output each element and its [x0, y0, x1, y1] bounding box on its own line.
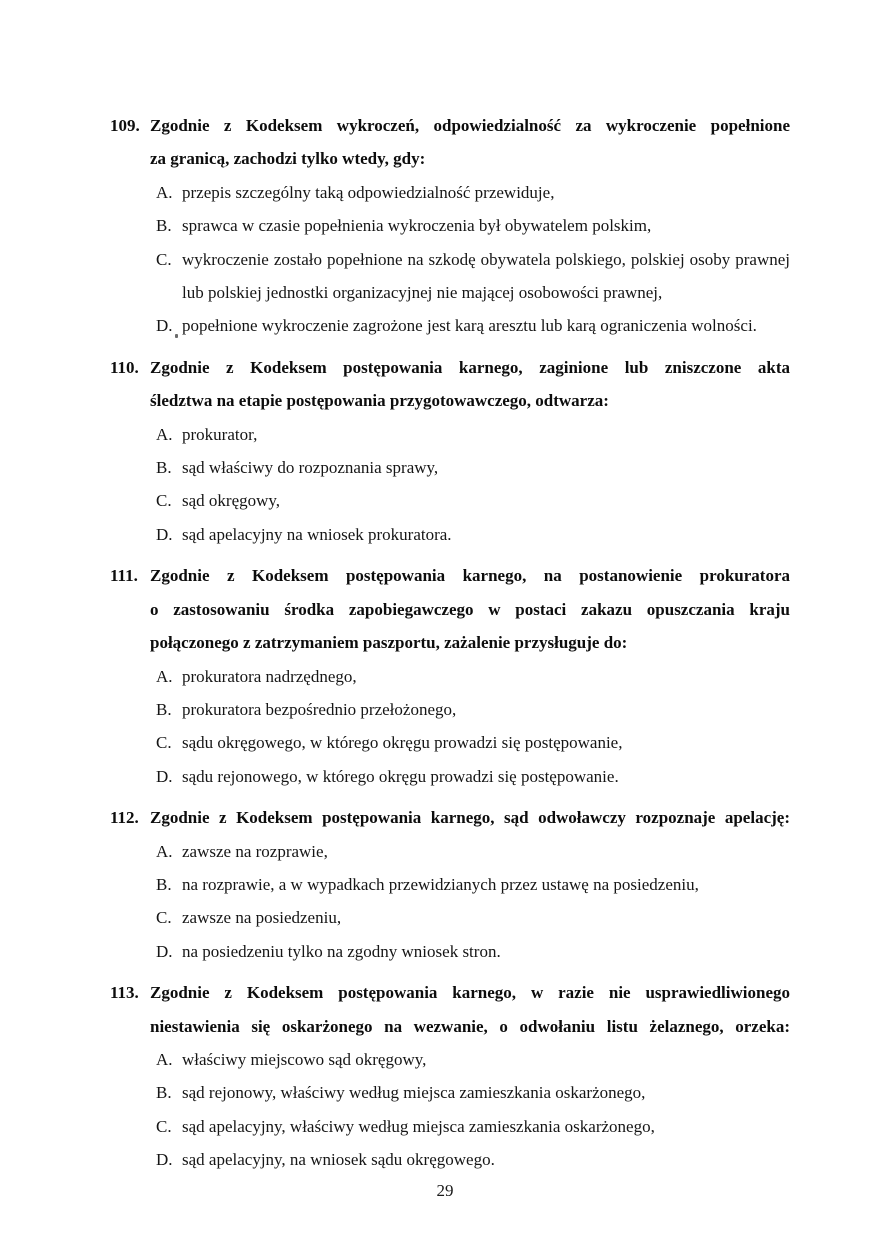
question-number: 112.: [110, 808, 139, 828]
question-number: 109.: [110, 116, 140, 135]
option-letter: B.: [156, 458, 172, 478]
option-text: na rozprawie, a w wypadkach przewidzianych przez ustawę na posiedzeniu,: [182, 874, 699, 894]
page-number: 29: [436, 1181, 454, 1200]
option-text: zawsze na rozprawie,: [182, 841, 328, 861]
question-heading-line: Zgodnie z Kodeksem postępowania karnego, w razie nie usprawiedliwionego: [150, 983, 790, 1003]
option-text: sąd apelacyjny, na wniosek sądu okręgowego.: [182, 1150, 495, 1170]
option-letter: B.: [156, 1083, 172, 1103]
option-letter: D.: [156, 316, 173, 336]
answer-option-c: [110, 1110, 790, 1143]
question-113: [110, 976, 790, 1176]
answer-option-b: [110, 868, 790, 901]
answer-option-a: [110, 418, 790, 451]
option-text: na posiedzeniu tylko na zgodny wniosek stron.: [182, 941, 501, 961]
question-heading-line: Zgodnie z Kodeksem postępowania karnego, sąd odwoławczy rozpoznaje apelację:: [150, 808, 790, 828]
option-text: przepis szczególny taką odpowiedzialność przewiduje,: [182, 182, 555, 202]
answer-option-a: [110, 176, 790, 209]
question-heading-line: o zastosowaniu środka zapobiegawczego w postaci zakazu opuszczania kraju: [150, 599, 790, 619]
question-heading-line: Zgodnie z Kodeksem postępowania karnego, na postanowienie prokuratora: [150, 566, 790, 586]
question-heading: [110, 801, 790, 834]
option-letter: D.: [156, 766, 173, 786]
question-heading: [110, 976, 790, 1043]
answer-option-d: [110, 1143, 790, 1176]
option-text: zawsze na posiedzeniu,: [182, 908, 342, 928]
option-letter: C.: [156, 733, 172, 753]
option-letter: D.: [156, 524, 173, 544]
question-heading-line: Zgodnie z Kodeksem postępowania karnego, zaginione lub zniszczone akta: [150, 357, 790, 377]
answer-option-b: [110, 1076, 790, 1109]
option-letter: B.: [156, 874, 172, 894]
answer-option-a: [110, 1043, 790, 1076]
option-text: prokurator,: [182, 424, 258, 444]
option-letter: B.: [156, 699, 172, 719]
question-heading: [110, 559, 790, 659]
answer-option-d: [110, 518, 790, 551]
answer-option-c: [110, 726, 790, 759]
option-text: popełnione wykroczenie zagrożone jest karą aresztu lub karą ograniczenia wolności.: [182, 316, 757, 336]
answer-option-d: [110, 309, 790, 342]
option-text: sąd okręgowy,: [182, 491, 281, 511]
option-letter: C.: [156, 491, 172, 511]
option-text: właściwy miejscowo sąd okręgowy,: [182, 1049, 427, 1069]
question-112: [110, 801, 790, 968]
option-text: sądu rejonowego, w którego okręgu prowadzi się postępowanie.: [182, 766, 619, 786]
option-text: prokuratora bezpośrednio przełożonego,: [182, 699, 457, 719]
question-109: [110, 109, 790, 343]
option-letter: D.: [156, 1150, 173, 1170]
option-letter: A.: [156, 666, 173, 686]
option-letter: A.: [156, 182, 173, 202]
option-letter: A.: [156, 424, 173, 444]
option-text: sąd apelacyjny, właściwy według miejsca zamieszkania oskarżonego,: [182, 1116, 655, 1136]
option-text: wykroczenie zostało popełnione na szkodę obywatela polskiego, polskiej osoby prawnej lub polskiej jednostki organizacyjnej nie mającej osobowości prawnej,: [182, 249, 790, 303]
option-text: sąd rejonowy, właściwy według miejsca zamieszkania oskarżonego,: [182, 1083, 646, 1103]
question-heading-line: połączonego z zatrzymaniem paszportu, zażalenie przysługuje do:: [150, 633, 628, 653]
answer-option-c: [110, 243, 790, 310]
option-letter: A.: [156, 1049, 173, 1069]
question-heading: [110, 109, 790, 176]
option-text: sąd właściwy do rozpoznania sprawy,: [182, 458, 439, 478]
option-text: prokuratora nadrzędnego,: [182, 666, 357, 686]
question-110: [110, 351, 790, 551]
answer-option-b: [110, 451, 790, 484]
option-text: sąd apelacyjny na wniosek prokuratora.: [182, 524, 452, 544]
answer-option-b: [110, 209, 790, 242]
answer-option-d: [110, 760, 790, 793]
question-heading: [110, 351, 790, 418]
answer-option-c: [110, 484, 790, 517]
question-number: 113.: [110, 983, 139, 1003]
answer-option-b: [110, 693, 790, 726]
option-letter: D.: [156, 941, 173, 961]
question-number: 110.: [110, 357, 139, 377]
option-letter: B.: [156, 216, 172, 236]
question-heading-line: za granicą, zachodzi tylko wtedy, gdy:: [150, 149, 426, 169]
question-heading-line: Zgodnie z Kodeksem wykroczeń, odpowiedzialność za wykroczenie popełnione: [150, 116, 790, 135]
option-letter: C.: [156, 1116, 172, 1136]
answer-option-a: [110, 660, 790, 693]
answer-option-a: [110, 835, 790, 868]
option-letter: C.: [156, 249, 172, 269]
question-number: 111.: [110, 566, 138, 586]
question-heading-line: śledztwa na etapie postępowania przygotowawczego, odtwarza:: [150, 391, 609, 411]
answer-option-d: [110, 935, 790, 968]
question-heading-line: niestawienia się oskarżonego na wezwanie, o odwołaniu listu żelaznego, orzeka:: [150, 1016, 790, 1036]
answer-option-c: [110, 901, 790, 934]
option-text: sądu okręgowego, w którego okręgu prowadzi się postępowanie,: [182, 733, 623, 753]
option-text: sprawca w czasie popełnienia wykroczenia był obywatelem polskim,: [182, 216, 652, 236]
option-letter: C.: [156, 908, 172, 928]
question-111: [110, 559, 790, 793]
scan-artifact-dot: [175, 334, 178, 338]
option-letter: A.: [156, 841, 173, 861]
